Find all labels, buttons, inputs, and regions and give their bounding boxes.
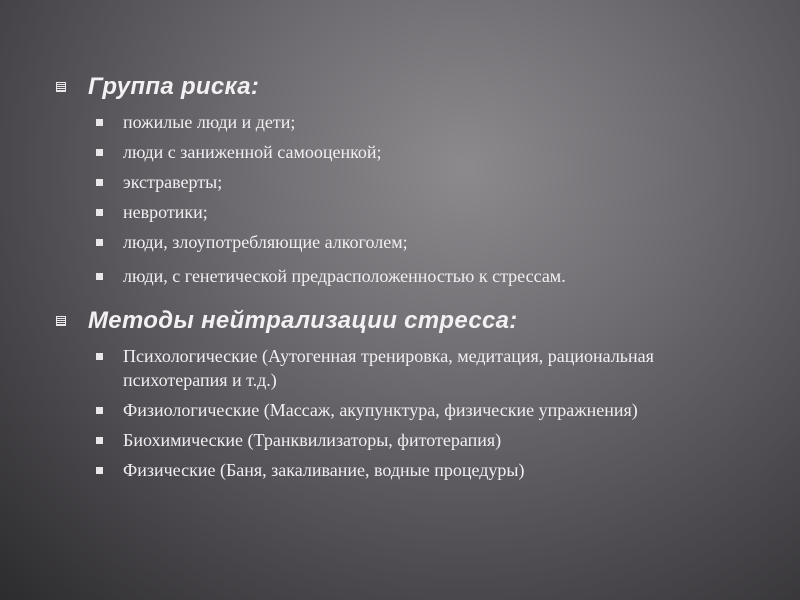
square-bullet-icon [96,179,103,186]
list-item: Физические (Баня, закаливание, водные процедуры) [52,458,752,482]
hatched-square-bullet-icon [56,316,66,326]
square-bullet-icon [96,273,103,280]
list-item: Психологические (Аутогенная тренировка, медитация, рациональная психотерапия и т.д.) [52,344,752,392]
list-item: люди с заниженной самооценкой; [52,140,752,164]
square-bullet-icon [96,467,103,474]
risk-group-heading: Группа риска: [88,73,260,100]
list-item: Биохимические (Транквилизаторы, фитотерапия) [52,428,752,452]
square-bullet-icon [96,119,103,126]
square-bullet-icon [96,437,103,444]
hatched-square-bullet-icon [56,82,66,92]
list-item: люди, с генетической предрасположенностью к стрессам. [52,264,752,288]
list-item: невротики; [52,200,752,224]
stress-methods-section [52,304,752,482]
risk-group-heading-row [52,70,752,104]
risk-group-list [52,110,752,288]
square-bullet-icon [96,149,103,156]
stress-methods-heading: Методы нейтрализации стресса: [88,307,518,334]
list-item: Физиологические (Массаж, акупунктура, физические упражнения) [52,398,752,422]
square-bullet-icon [96,239,103,246]
risk-group-section [52,70,752,288]
list-item: экстраверты; [52,170,752,194]
square-bullet-icon [96,353,103,360]
square-bullet-icon [96,407,103,414]
list-item: пожилые люди и дети; [52,110,752,134]
stress-methods-heading-row [52,304,752,338]
stress-methods-list [52,344,752,482]
list-item: люди, злоупотребляющие алкоголем; [52,230,752,254]
square-bullet-icon [96,209,103,216]
